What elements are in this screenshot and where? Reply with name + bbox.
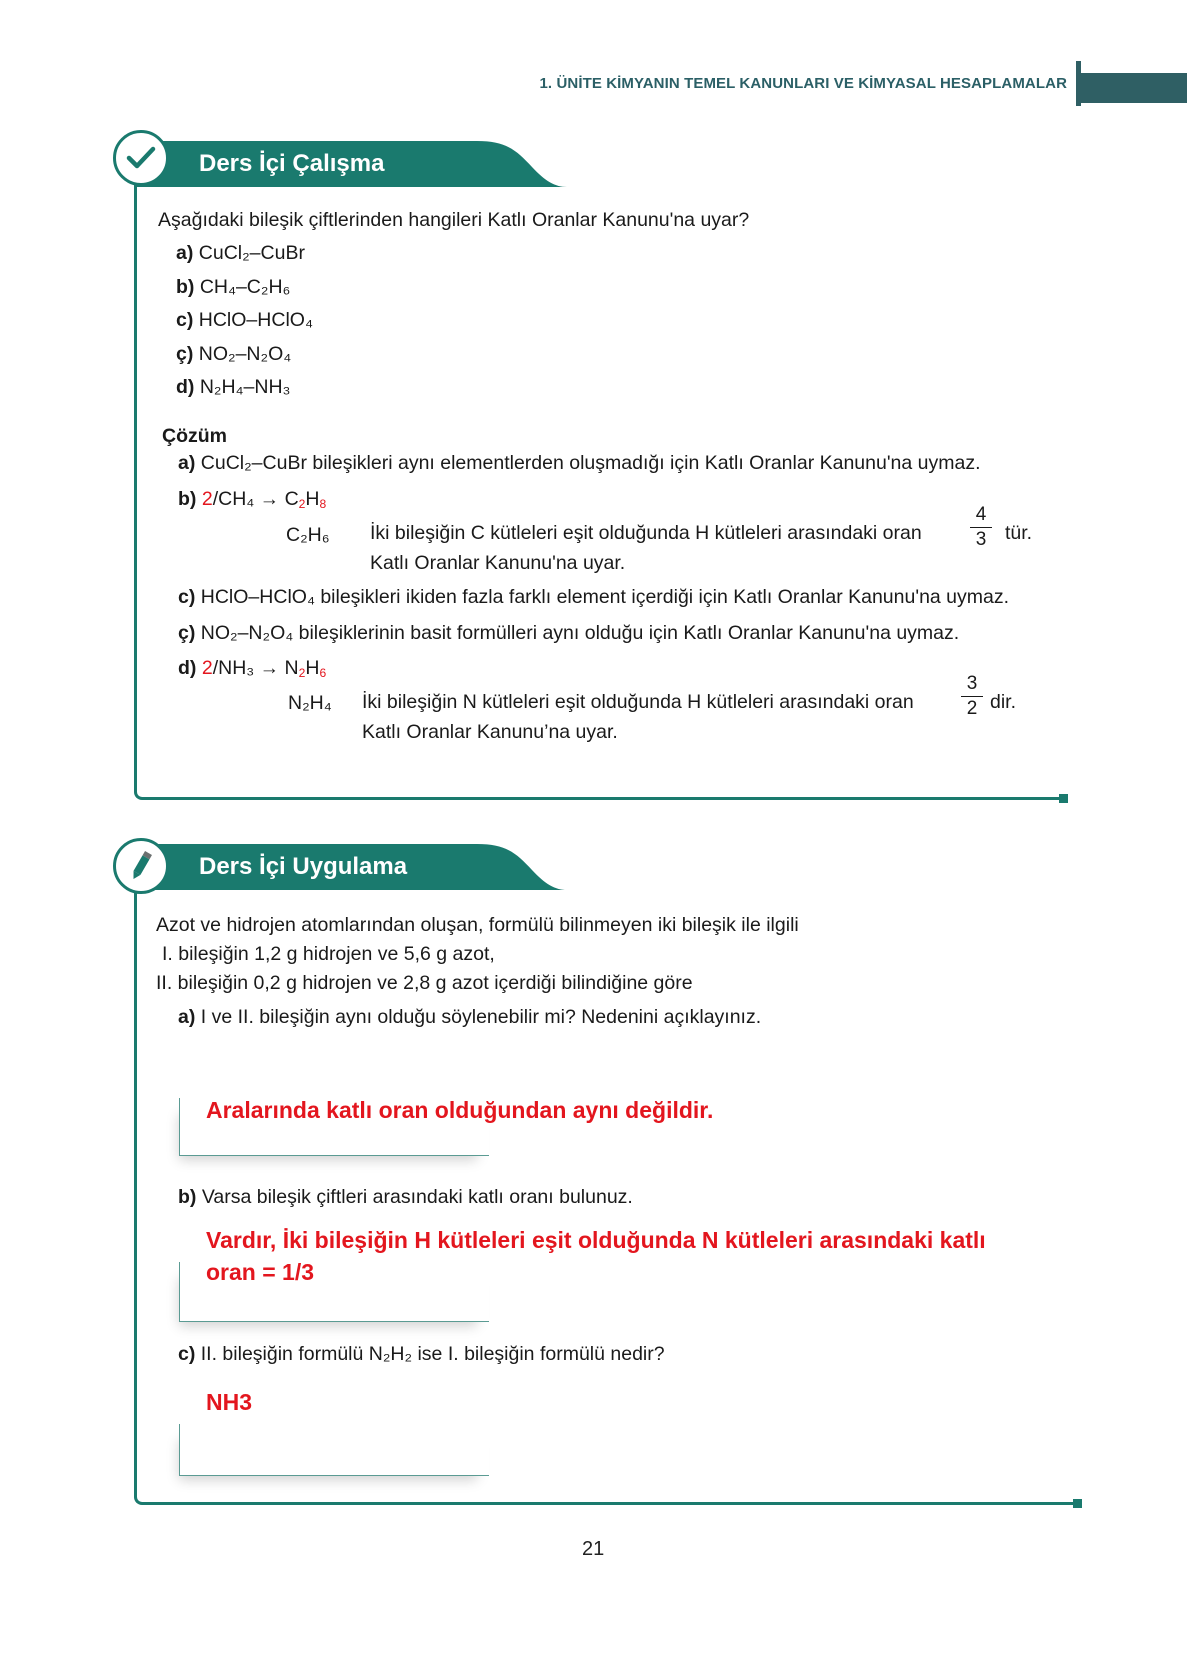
checkmark-icon: [126, 145, 156, 171]
answer-c: NH3: [206, 1389, 253, 1415]
pencil-icon: [127, 849, 155, 883]
solution-c: [178, 586, 1009, 609]
red-subscript: 8: [319, 497, 327, 512]
question-text: Aşağıdaki bileşik çiftlerinden hangileri Katlı Oranlar Kanunu'na uyar?: [158, 209, 750, 231]
option-label: b): [176, 276, 195, 298]
option-d: [176, 376, 290, 399]
option-a: [176, 242, 305, 265]
solution-b-explanation: İki bileşiğin C kütleleri eşit olduğunda H kütleleri arasındaki oran: [370, 522, 922, 544]
numerator: 4: [975, 504, 987, 525]
question-text: II. bileşiğin formülü N₂H₂ ise I. bileşiğin formülü nedir?: [200, 1343, 665, 1365]
header-accent-bar: [1080, 73, 1187, 103]
section1-banner: [137, 141, 567, 187]
solution-label: d): [178, 657, 197, 679]
question-label: b): [178, 1186, 197, 1208]
red-subscript: 2: [298, 666, 306, 681]
formula-left: /CH₄ → C: [212, 488, 299, 510]
page-number: 21: [582, 1538, 605, 1560]
denominator: 2: [966, 698, 978, 720]
solution-b-second-formula: C₂H₆: [286, 524, 330, 546]
denominator: 3: [975, 529, 987, 551]
solution-b-line: [178, 488, 326, 511]
option-c: [176, 309, 313, 332]
problem-item-1: I. bileşiğin 1,2 g hidrojen ve 5,6 g azot,: [162, 943, 495, 965]
solution-title: Çözüm: [162, 425, 227, 447]
solution-d-suffix: dir.: [990, 691, 1017, 713]
option-cc: [176, 343, 291, 366]
solution-d-conclusion: Katlı Oranlar Kanunu’na uyar.: [362, 721, 618, 743]
option-label: a): [176, 242, 194, 264]
problem-intro: Azot ve hidrojen atomlarından oluşan, formülü bilinmeyen iki bileşik ile ilgili: [156, 914, 799, 936]
red-subscript: 6: [319, 666, 327, 681]
option-formula: NO₂–N₂O₄: [198, 343, 292, 365]
numerator: 3: [966, 673, 978, 694]
unit-title: 1. ÜNİTE KİMYANIN TEMEL KANUNLARI VE KİMYASAL HESAPLAMALAR: [539, 75, 1067, 92]
fraction-3-2: [961, 674, 983, 719]
problem-item-2: II. bileşiğin 0,2 g hidrojen ve 2,8 g azot içerdiği bilindiğine göre: [156, 972, 693, 994]
question-a: [178, 1006, 761, 1029]
solution-b-conclusion: Katlı Oranlar Kanunu'na uyar.: [370, 552, 626, 574]
question-label: a): [178, 1006, 196, 1028]
option-label: d): [176, 376, 195, 398]
option-formula: HClO–HClO₄: [198, 309, 313, 331]
solution-label: a): [178, 452, 196, 474]
answer-a: Aralarında katlı oran olduğundan aynı değildir.: [206, 1097, 714, 1123]
fraction-4-3: [970, 505, 992, 550]
solution-d-second-formula: N₂H₄: [288, 692, 332, 714]
section1-title: Ders İçi Çalışma: [199, 150, 385, 177]
section-end-marker: [1059, 794, 1068, 803]
solution-d-line: [178, 657, 326, 680]
option-formula: CuCl₂–CuBr: [198, 242, 305, 264]
multiplier: 2: [201, 488, 213, 510]
question-c: [178, 1343, 665, 1366]
solution-text: HClO–HClO₄ bileşikleri ikiden fazla farklı element içerdiği için Katlı Oranlar Kanunu'na uymaz.: [200, 586, 1010, 608]
formula-h: H: [305, 488, 320, 510]
solution-a: [178, 452, 981, 475]
solution-text: NO₂–N₂O₄ bileşiklerinin basit formülleri aynı olduğu için Katlı Oranlar Kanunu'na uymaz.: [200, 622, 960, 644]
formula-left: /NH₃ → N: [212, 657, 299, 679]
solution-text: CuCl₂–CuBr bileşikleri aynı elementlerden oluşmadığı için Katlı Oranlar Kanunu'na uymaz.: [200, 452, 981, 474]
fraction-bar: [970, 527, 992, 529]
pencil-badge: [113, 838, 169, 894]
solution-d-explanation: İki bileşiğin N kütleleri eşit olduğunda H kütleleri arasındaki oran: [362, 691, 914, 713]
question-text: Varsa bileşik çiftleri arasındaki katlı oranı bulunuz.: [201, 1186, 633, 1208]
solution-label: b): [178, 488, 197, 510]
question-b: [178, 1186, 633, 1209]
question-text: I ve II. bileşiğin aynı olduğu söylenebilir mi? Nedenini açıklayınız.: [200, 1006, 762, 1028]
option-formula: CH₄–C₂H₆: [199, 276, 291, 298]
option-formula: N₂H₄–NH₃: [199, 376, 291, 398]
fraction-bar: [961, 696, 983, 698]
question-label: c): [178, 1343, 196, 1365]
section2-title: Ders İçi Uygulama: [199, 853, 408, 880]
answer-b-line1: Vardır, İki bileşiğin H kütleleri eşit olduğunda N kütleleri arasındaki katlı: [206, 1227, 986, 1253]
section2-banner: [137, 844, 567, 890]
multiplier: 2: [201, 657, 213, 679]
option-label: c): [176, 309, 194, 331]
option-label: ç): [176, 343, 194, 365]
red-subscript: 2: [298, 497, 306, 512]
solution-cc: [178, 622, 959, 645]
section-end-marker: [1073, 1499, 1082, 1508]
answer-box-c[interactable]: [179, 1424, 489, 1476]
solution-b-suffix: tür.: [1005, 522, 1033, 544]
option-b: [176, 276, 290, 299]
answer-b-line2: oran = 1/3: [206, 1259, 315, 1285]
solution-label: ç): [178, 622, 196, 644]
solution-label: c): [178, 586, 196, 608]
checkmark-badge: [113, 130, 169, 186]
formula-h: H: [305, 657, 320, 679]
